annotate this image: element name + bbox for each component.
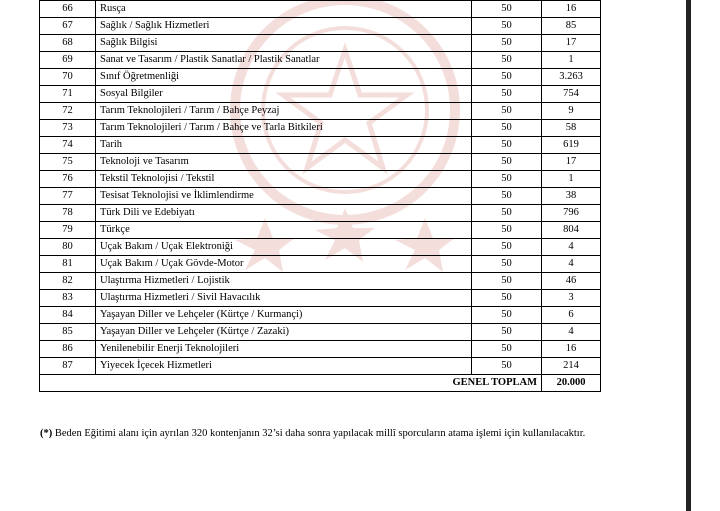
table-row	[40, 103, 601, 120]
table-row	[40, 307, 601, 324]
field-name-cell: Rusça	[96, 1, 472, 18]
field-name-cell: Tarım Teknolojileri / Tarım / Bahçe Peyzaj	[96, 103, 472, 120]
table-row	[40, 154, 601, 171]
table-row	[40, 341, 601, 358]
field-name-cell: Yenilenebilir Enerji Teknolojileri	[96, 341, 472, 358]
count-cell: 804	[542, 222, 601, 239]
capacity-cell: 50	[472, 358, 542, 375]
count-cell: 754	[542, 86, 601, 103]
count-cell: 214	[542, 358, 601, 375]
table-row	[40, 52, 601, 69]
row-number-cell: 70	[40, 69, 96, 86]
field-name-cell: Sağlık Bilgisi	[96, 35, 472, 52]
field-name-cell: Yiyecek İçecek Hizmetleri	[96, 358, 472, 375]
row-number-cell: 86	[40, 341, 96, 358]
field-name-cell: Türk Dili ve Edebiyatı	[96, 205, 472, 222]
count-cell: 38	[542, 188, 601, 205]
table-row	[40, 18, 601, 35]
capacity-cell: 50	[472, 154, 542, 171]
row-number-cell: 83	[40, 290, 96, 307]
capacity-cell: 50	[472, 341, 542, 358]
row-number-cell: 74	[40, 137, 96, 154]
table-row	[40, 256, 601, 273]
count-cell: 1	[542, 52, 601, 69]
field-name-cell: Sağlık / Sağlık Hizmetleri	[96, 18, 472, 35]
quota-table	[39, 0, 601, 392]
capacity-cell: 50	[472, 205, 542, 222]
count-cell: 85	[542, 18, 601, 35]
count-cell: 4	[542, 256, 601, 273]
field-name-cell: Tekstil Teknolojisi / Tekstil	[96, 171, 472, 188]
capacity-cell: 50	[472, 86, 542, 103]
table-row	[40, 273, 601, 290]
row-number-cell: 72	[40, 103, 96, 120]
count-cell: 619	[542, 137, 601, 154]
count-cell: 4	[542, 324, 601, 341]
capacity-cell: 50	[472, 52, 542, 69]
row-number-cell: 87	[40, 358, 96, 375]
row-number-cell: 85	[40, 324, 96, 341]
footnote-text: Beden Eğitimi alanı için ayrılan 320 kontenjanın 32’si daha sonra yapılacak millî sporcuların atama işlemi için kullanılacaktır.	[52, 428, 586, 439]
total-row	[40, 375, 601, 392]
capacity-cell: 50	[472, 171, 542, 188]
table-row	[40, 1, 601, 18]
table-row	[40, 222, 601, 239]
capacity-cell: 50	[472, 239, 542, 256]
capacity-cell: 50	[472, 69, 542, 86]
row-number-cell: 78	[40, 205, 96, 222]
field-name-cell: Ulaştırma Hizmetleri / Lojistik	[96, 273, 472, 290]
capacity-cell: 50	[472, 307, 542, 324]
count-cell: 16	[542, 341, 601, 358]
quota-table-body	[40, 1, 601, 392]
row-number-cell: 73	[40, 120, 96, 137]
capacity-cell: 50	[472, 256, 542, 273]
row-number-cell: 80	[40, 239, 96, 256]
table-row	[40, 239, 601, 256]
table-row	[40, 86, 601, 103]
count-cell: 17	[542, 35, 601, 52]
count-cell: 1	[542, 171, 601, 188]
row-number-cell: 82	[40, 273, 96, 290]
field-name-cell: Uçak Bakım / Uçak Elektroniği	[96, 239, 472, 256]
table-row	[40, 324, 601, 341]
field-name-cell: Sanat ve Tasarım / Plastik Sanatlar / Plastik Sanatlar	[96, 52, 472, 69]
capacity-cell: 50	[472, 1, 542, 18]
table-row	[40, 69, 601, 86]
row-number-cell: 71	[40, 86, 96, 103]
field-name-cell: Yaşayan Diller ve Lehçeler (Kürtçe / Kurmançi)	[96, 307, 472, 324]
capacity-cell: 50	[472, 18, 542, 35]
count-cell: 3	[542, 290, 601, 307]
count-cell: 16	[542, 1, 601, 18]
count-cell: 4	[542, 239, 601, 256]
table-row	[40, 35, 601, 52]
field-name-cell: Teknoloji ve Tasarım	[96, 154, 472, 171]
row-number-cell: 67	[40, 18, 96, 35]
count-cell: 9	[542, 103, 601, 120]
count-cell: 796	[542, 205, 601, 222]
table-row	[40, 290, 601, 307]
row-number-cell: 68	[40, 35, 96, 52]
row-number-cell: 69	[40, 52, 96, 69]
footnote-marker: (*)	[40, 428, 53, 439]
table-row	[40, 358, 601, 375]
row-number-cell: 77	[40, 188, 96, 205]
field-name-cell: Sosyal Bilgiler	[96, 86, 472, 103]
row-number-cell: 84	[40, 307, 96, 324]
capacity-cell: 50	[472, 120, 542, 137]
row-number-cell: 66	[40, 1, 96, 18]
count-cell: 3.263	[542, 69, 601, 86]
count-cell: 17	[542, 154, 601, 171]
capacity-cell: 50	[472, 324, 542, 341]
capacity-cell: 50	[472, 35, 542, 52]
row-number-cell: 79	[40, 222, 96, 239]
total-value: 20.000	[542, 375, 601, 392]
capacity-cell: 50	[472, 222, 542, 239]
field-name-cell: Tarım Teknolojileri / Tarım / Bahçe ve Tarla Bitkileri	[96, 120, 472, 137]
field-name-cell: Tarih	[96, 137, 472, 154]
row-number-cell: 76	[40, 171, 96, 188]
capacity-cell: 50	[472, 273, 542, 290]
total-label: GENEL TOPLAM	[40, 375, 542, 392]
capacity-cell: 50	[472, 137, 542, 154]
capacity-cell: 50	[472, 290, 542, 307]
field-name-cell: Türkçe	[96, 222, 472, 239]
capacity-cell: 50	[472, 103, 542, 120]
count-cell: 58	[542, 120, 601, 137]
field-name-cell: Uçak Bakım / Uçak Gövde-Motor	[96, 256, 472, 273]
footnote	[40, 428, 680, 439]
table-row	[40, 171, 601, 188]
field-name-cell: Tesisat Teknolojisi ve İklimlendirme	[96, 188, 472, 205]
row-number-cell: 75	[40, 154, 96, 171]
table-row	[40, 205, 601, 222]
row-number-cell: 81	[40, 256, 96, 273]
table-row	[40, 188, 601, 205]
viewer-background	[691, 0, 720, 511]
field-name-cell: Ulaştırma Hizmetleri / Sivil Havacılık	[96, 290, 472, 307]
field-name-cell: Sınıf Öğretmenliği	[96, 69, 472, 86]
table-row	[40, 137, 601, 154]
capacity-cell: 50	[472, 188, 542, 205]
field-name-cell: Yaşayan Diller ve Lehçeler (Kürtçe / Zazaki)	[96, 324, 472, 341]
count-cell: 6	[542, 307, 601, 324]
table-row	[40, 120, 601, 137]
count-cell: 46	[542, 273, 601, 290]
